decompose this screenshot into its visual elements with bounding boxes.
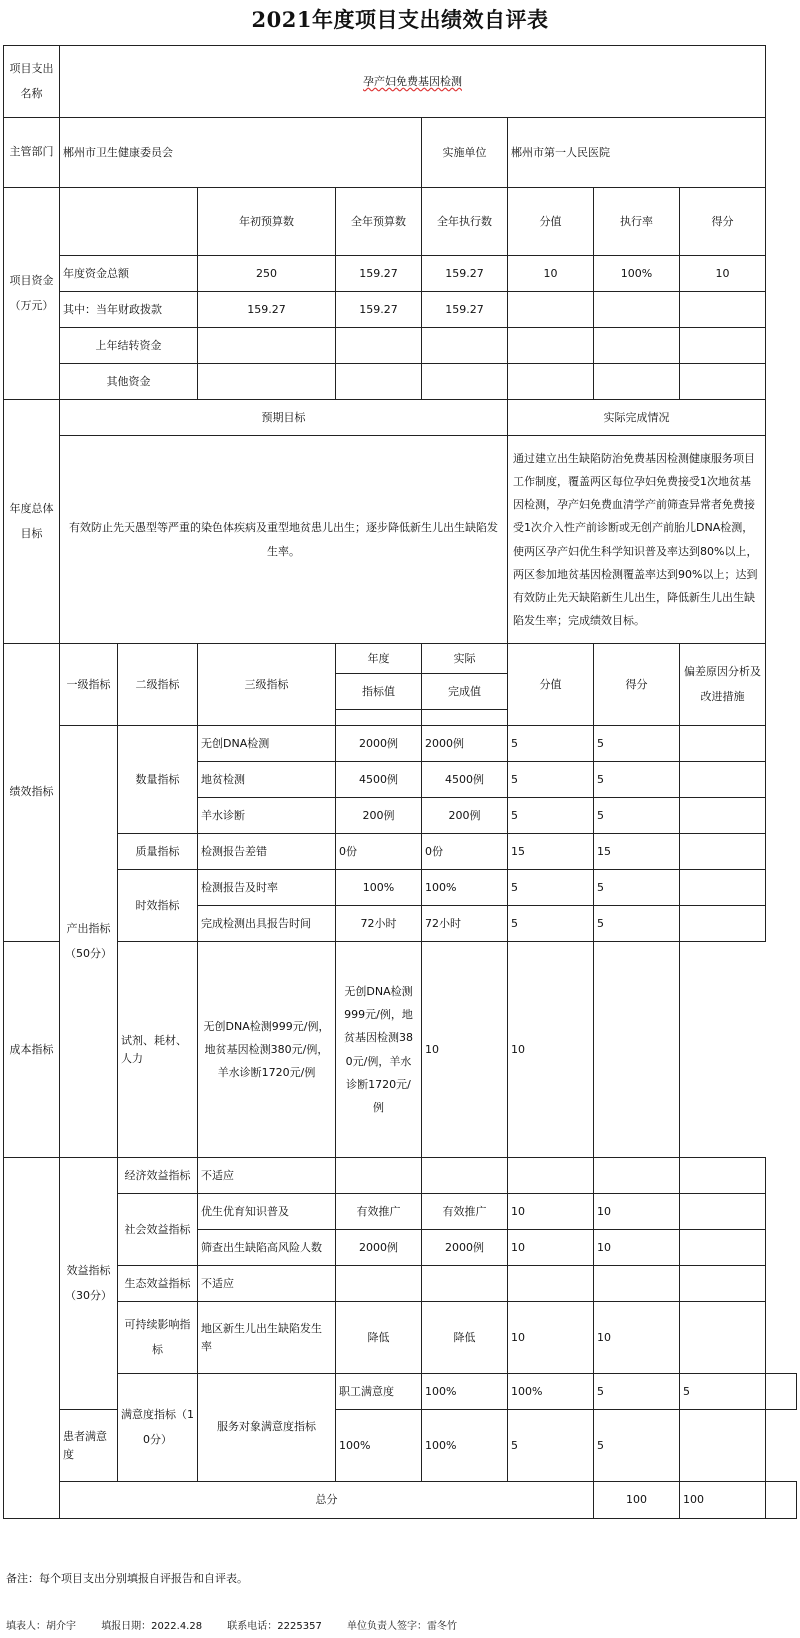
perf-l3: 地区新生儿出生缺陷发生率 <box>198 1302 336 1374</box>
funds-cell <box>422 328 508 364</box>
goals-header-row <box>4 400 797 436</box>
perf-actual: 72小时 <box>422 906 508 942</box>
perf-h-value: 分值 <box>508 644 594 726</box>
funds-header: 执行率 <box>594 188 680 256</box>
perf-l3: 检测报告差错 <box>198 834 336 870</box>
perf-value: 5 <box>594 1374 680 1410</box>
total-value: 100 <box>594 1482 680 1519</box>
funds-header: 分值 <box>508 188 594 256</box>
perf-dev <box>680 1410 766 1482</box>
funds-cell: 159.27 <box>336 256 422 292</box>
perf-h-l2: 二级指标 <box>118 644 198 726</box>
perf-h-actual-a: 实际 <box>422 644 508 674</box>
perf-value: 5 <box>508 726 594 762</box>
service-label: 服务对象满意度指标 <box>198 1374 336 1482</box>
perf-score: 10 <box>594 1302 680 1374</box>
perf-score: 5 <box>594 726 680 762</box>
funds-cell: 10 <box>680 256 766 292</box>
perf-dev <box>594 942 680 1158</box>
quantity-label: 数量指标 <box>118 726 198 834</box>
perf-actual: 降低 <box>422 1302 508 1374</box>
perf-value: 10 <box>508 1230 594 1266</box>
footer-filler: 填表人：胡介宇 <box>6 1621 76 1632</box>
funds-cell <box>198 328 336 364</box>
funds-cell <box>594 328 680 364</box>
funds-cell: 250 <box>198 256 336 292</box>
project-row <box>4 46 797 118</box>
perf-target: 100% <box>336 870 422 906</box>
perf-label-continued <box>4 1158 60 1519</box>
funds-cell: 159.27 <box>422 292 508 328</box>
goals-actual-text: 通过建立出生缺陷防治免费基因检测健康服务项目工作制度，覆盖两区每位孕妇免费接受1次地贫基因检测，孕产妇免费血清学产前筛查异常者免费接受1次介入性产前诊断或无创产前胎儿DNA检测，使两区孕产妇优生科学知识普及率达到80%以上，两区参加地贫基因检测覆盖率达到90%以上；达到有效防止先天缺陷新生儿出生，降低新生儿出生缺陷发生率；完成绩效目标。 <box>508 436 766 644</box>
perf-dev <box>766 1374 797 1410</box>
goals-expected-header: 预期目标 <box>60 400 508 436</box>
funds-header-row <box>4 188 797 256</box>
perf-score: 5 <box>594 906 680 942</box>
perf-row <box>4 1194 797 1230</box>
funds-row-name: 上年结转资金 <box>60 328 198 364</box>
total-dev <box>766 1482 797 1519</box>
cost-label: 成本指标 <box>4 942 60 1158</box>
perf-h-blank <box>336 710 422 726</box>
perf-row <box>4 1158 797 1194</box>
funds-cell <box>508 328 594 364</box>
perf-row <box>4 1266 797 1302</box>
funds-row <box>4 256 797 292</box>
perf-row <box>4 1302 797 1374</box>
funds-cell: 10 <box>508 256 594 292</box>
perf-value: 5 <box>508 762 594 798</box>
perf-h-l3: 三级指标 <box>198 644 336 726</box>
perf-row <box>4 726 797 762</box>
perf-header-row <box>4 644 797 674</box>
perf-row <box>4 834 797 870</box>
perf-score <box>594 1158 680 1194</box>
perf-value: 10 <box>508 1194 594 1230</box>
perf-target: 无创DNA检测999元/例，地贫基因检测380元/例，羊水诊断1720元/例 <box>198 942 336 1158</box>
perf-actual: 100% <box>422 1410 508 1482</box>
perf-actual: 2000例 <box>422 1230 508 1266</box>
goals-actual-header: 实际完成情况 <box>508 400 766 436</box>
perf-row <box>4 870 797 906</box>
sustainable-label: 可持续影响指标 <box>118 1302 198 1374</box>
funds-cell <box>422 364 508 400</box>
funds-row <box>4 364 797 400</box>
goals-content-row <box>4 436 797 644</box>
perf-actual <box>422 1158 508 1194</box>
funds-cell <box>680 328 766 364</box>
dept-label: 主管部门 <box>4 118 60 188</box>
funds-header: 全年执行数 <box>422 188 508 256</box>
funds-corner <box>60 188 198 256</box>
perf-row <box>4 1374 797 1410</box>
perf-score: 5 <box>594 762 680 798</box>
evaluation-table <box>3 45 797 1519</box>
perf-target: 2000例 <box>336 726 422 762</box>
perf-value: 15 <box>508 834 594 870</box>
footer-date: 填报日期：2022.4.28 <box>101 1621 203 1632</box>
social-label: 社会效益指标 <box>118 1194 198 1266</box>
perf-dev <box>680 1302 766 1374</box>
perf-score: 10 <box>594 1194 680 1230</box>
perf-h-score: 得分 <box>594 644 680 726</box>
quality-label: 质量指标 <box>118 834 198 870</box>
goals-label: 年度总体目标 <box>4 400 60 644</box>
footer-signer: 单位负责人签字：雷冬竹 <box>347 1621 458 1632</box>
project-label: 项目支出名称 <box>4 46 60 118</box>
perf-l3: 地贫检测 <box>198 762 336 798</box>
perf-dev <box>680 870 766 906</box>
perf-score: 10 <box>508 942 594 1158</box>
perf-score: 10 <box>594 1230 680 1266</box>
perf-label: 绩效指标 <box>4 644 60 942</box>
perf-target: 72小时 <box>336 906 422 942</box>
funds-row-name: 年度资金总额 <box>60 256 198 292</box>
footer-phone: 联系电话：2225357 <box>227 1621 322 1632</box>
perf-score: 5 <box>594 870 680 906</box>
dept-value: 郴州市卫生健康委员会 <box>60 118 422 188</box>
footer-signature-line <box>6 1617 796 1632</box>
project-name: 孕产妇免费基因检测 <box>60 46 766 118</box>
funds-row <box>4 292 797 328</box>
perf-actual: 4500例 <box>422 762 508 798</box>
funds-cell: 159.27 <box>336 292 422 328</box>
perf-target: 降低 <box>336 1302 422 1374</box>
funds-cell <box>336 328 422 364</box>
funds-cell <box>508 292 594 328</box>
perf-dev <box>680 762 766 798</box>
perf-value: 5 <box>508 870 594 906</box>
benefit-label: 效益指标（30分） <box>60 1158 118 1410</box>
perf-target: 4500例 <box>336 762 422 798</box>
funds-row <box>4 328 797 364</box>
perf-target: 有效推广 <box>336 1194 422 1230</box>
perf-score <box>594 1266 680 1302</box>
timeliness-label: 时效指标 <box>118 870 198 942</box>
perf-h-actual-b: 完成值 <box>422 674 508 710</box>
satisfaction-label: 满意度指标（10分） <box>118 1374 198 1482</box>
page-title: 2021年度项目支出绩效自评表 <box>251 7 549 32</box>
perf-dev <box>680 1158 766 1194</box>
total-score: 100 <box>680 1482 766 1519</box>
perf-target <box>336 1158 422 1194</box>
ecological-label: 生态效益指标 <box>118 1266 198 1302</box>
perf-actual: 0份 <box>422 834 508 870</box>
perf-l3: 职工满意度 <box>336 1374 422 1410</box>
funds-row-name: 其他资金 <box>60 364 198 400</box>
perf-target: 0份 <box>336 834 422 870</box>
funds-cell <box>508 364 594 400</box>
funds-header: 全年预算数 <box>336 188 422 256</box>
perf-l3: 筛查出生缺陷高风险人数 <box>198 1230 336 1266</box>
impl-label: 实施单位 <box>422 118 508 188</box>
perf-dev <box>680 1266 766 1302</box>
perf-value: 5 <box>508 1410 594 1482</box>
perf-actual: 2000例 <box>422 726 508 762</box>
perf-value: 5 <box>508 906 594 942</box>
perf-actual: 无创DNA检测999元/例，地贫基因检测380元/例，羊水诊断1720元/例 <box>336 942 422 1158</box>
perf-actual: 有效推广 <box>422 1194 508 1230</box>
footer-note: 备注：每个项目支出分别填报自评报告和自评表。 <box>6 1572 248 1585</box>
funds-header: 得分 <box>680 188 766 256</box>
funds-cell <box>336 364 422 400</box>
perf-dev <box>680 798 766 834</box>
perf-l3: 不适应 <box>198 1158 336 1194</box>
perf-h-target-b: 指标值 <box>336 674 422 710</box>
perf-target: 100% <box>336 1410 422 1482</box>
funds-header: 年初预算数 <box>198 188 336 256</box>
funds-cell <box>198 364 336 400</box>
funds-cell: 159.27 <box>198 292 336 328</box>
perf-h-target-a: 年度 <box>336 644 422 674</box>
goals-expected-text: 有效防止先天愚型等严重的染色体疾病及重型地贫患儿出生；逐步降低新生儿出生缺陷发生率。 <box>60 436 508 644</box>
perf-dev <box>680 906 766 942</box>
perf-value: 5 <box>508 798 594 834</box>
perf-target <box>336 1266 422 1302</box>
perf-l3: 不适应 <box>198 1266 336 1302</box>
impl-value: 郴州市第一人民医院 <box>508 118 766 188</box>
funds-cell: 100% <box>594 256 680 292</box>
perf-target: 200例 <box>336 798 422 834</box>
perf-l3: 优生优育知识普及 <box>198 1194 336 1230</box>
perf-l3: 完成检测出具报告时间 <box>198 906 336 942</box>
perf-h-l1: 一级指标 <box>60 644 118 726</box>
perf-value <box>508 1266 594 1302</box>
perf-value: 10 <box>508 1302 594 1374</box>
perf-row <box>4 942 797 1158</box>
perf-l3: 患者满意度 <box>60 1410 118 1482</box>
perf-dev <box>680 1194 766 1230</box>
perf-dev <box>680 726 766 762</box>
perf-dev <box>680 1230 766 1266</box>
perf-h-deviation: 偏差原因分析及改进措施 <box>680 644 766 726</box>
funds-cell <box>594 292 680 328</box>
perf-score: 5 <box>594 798 680 834</box>
perf-target: 2000例 <box>336 1230 422 1266</box>
perf-l3: 检测报告及时率 <box>198 870 336 906</box>
funds-cell <box>680 364 766 400</box>
perf-actual <box>422 1266 508 1302</box>
perf-h-blank <box>422 710 508 726</box>
total-row <box>4 1482 797 1519</box>
perf-l3: 无创DNA检测 <box>198 726 336 762</box>
perf-l3: 羊水诊断 <box>198 798 336 834</box>
perf-value <box>508 1158 594 1194</box>
funds-label: 项目资金（万元） <box>4 188 60 400</box>
economic-label: 经济效益指标 <box>118 1158 198 1194</box>
output-label: 产出指标（50分） <box>60 726 118 1158</box>
perf-dev <box>680 834 766 870</box>
dept-row <box>4 118 797 188</box>
funds-cell <box>594 364 680 400</box>
perf-actual: 100% <box>508 1374 594 1410</box>
funds-row-name: 其中：当年财政拨款 <box>60 292 198 328</box>
total-label: 总分 <box>60 1482 594 1519</box>
perf-l3: 试剂、耗材、人力 <box>118 942 198 1158</box>
perf-score: 5 <box>594 1410 680 1482</box>
perf-actual: 200例 <box>422 798 508 834</box>
perf-target: 100% <box>422 1374 508 1410</box>
perf-actual: 100% <box>422 870 508 906</box>
perf-value: 10 <box>422 942 508 1158</box>
perf-score: 15 <box>594 834 680 870</box>
perf-score: 5 <box>680 1374 766 1410</box>
funds-cell: 159.27 <box>422 256 508 292</box>
funds-cell <box>680 292 766 328</box>
